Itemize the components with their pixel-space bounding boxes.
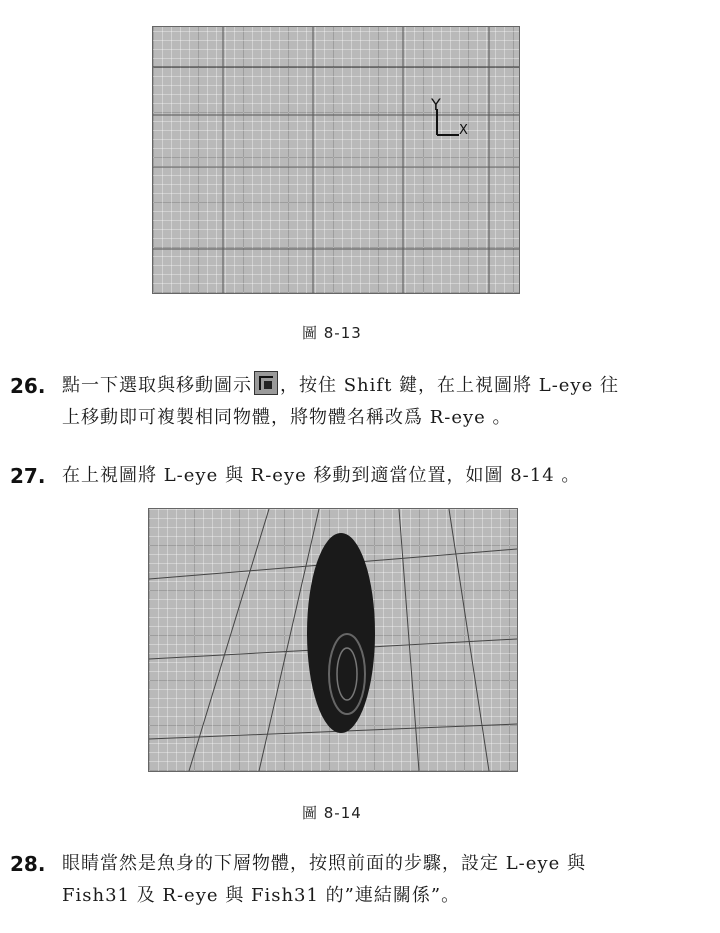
x-axis-label: X (459, 123, 468, 138)
step-text: 點一下選取與移動圖示 (62, 375, 252, 396)
select-move-icon (254, 371, 278, 395)
viewport-overlay (153, 27, 519, 293)
step-27 (10, 460, 710, 492)
figure-caption-8-13: 圖 8-13 (302, 324, 362, 342)
step-number: 26. (10, 374, 46, 398)
viewport-overlay (149, 509, 517, 771)
step-28 (10, 848, 710, 912)
figure-caption-8-14: 圖 8-14 (302, 804, 362, 822)
step-text: 上移動即可複製相同物體，將物體名稱改爲 R-eye 。 (62, 407, 512, 428)
step-text: Fish31 及 R-eye 與 Fish31 的”連結關係”。 (62, 885, 461, 906)
step-text: ，按住 Shift 鍵，在上視圖將 L-eye 往 (280, 375, 619, 396)
eye-object (307, 533, 375, 733)
step-number: 27. (10, 464, 46, 488)
y-axis-label: Y (431, 95, 441, 114)
viewport-figure-8-13 (152, 26, 520, 294)
step-26 (10, 370, 710, 434)
step-text: 眼睛當然是魚身的下層物體，按照前面的步驟，設定 L-eye 與 (62, 853, 586, 874)
step-number: 28. (10, 852, 46, 876)
viewport-figure-8-14 (148, 508, 518, 772)
step-text: 在上視圖將 L-eye 與 R-eye 移動到適當位置，如圖 8-14 。 (62, 465, 581, 486)
